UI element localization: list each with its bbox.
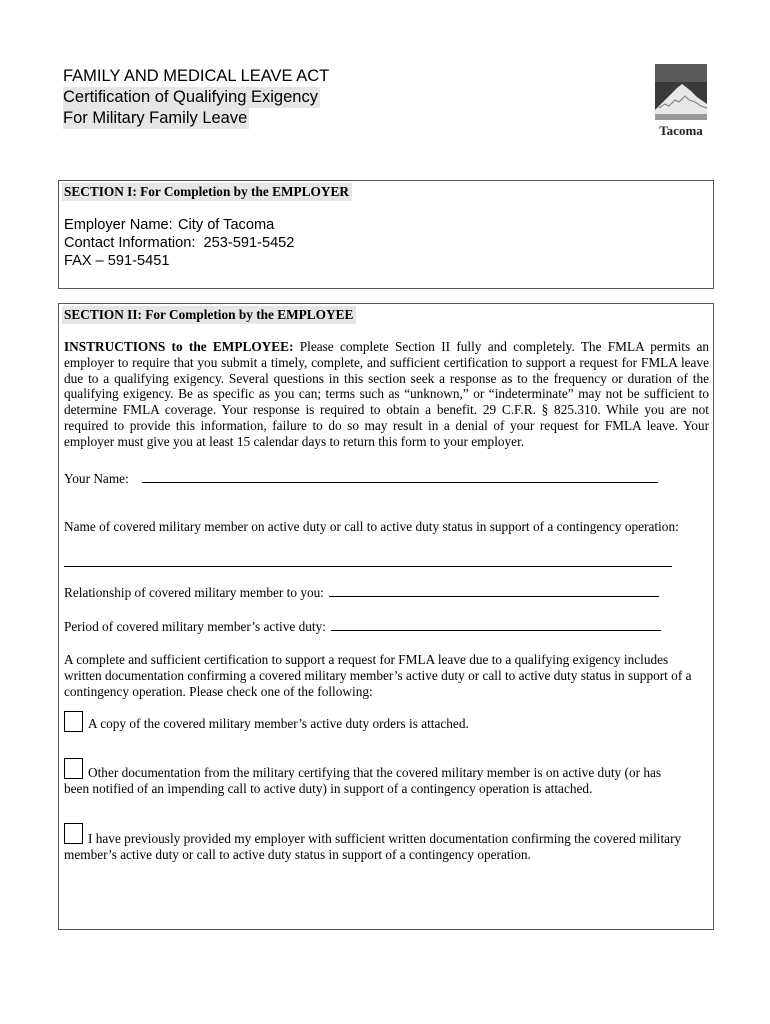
your-name-field[interactable]: [142, 472, 658, 483]
option3-label-line1: I have previously provided my employer with sufficient written documentation confirming the covered military: [88, 831, 682, 846]
relationship-row: [64, 585, 659, 601]
employer-info: [64, 216, 294, 270]
mountain-icon: [655, 64, 707, 140]
period-label: Period of covered military member’s active duty:: [64, 619, 326, 634]
option3-label-line2: member’s active duty or call to active duty status in support of a contingency operation.: [64, 847, 531, 862]
employer-name-value: City of Tacoma: [178, 217, 275, 233]
military-member-field[interactable]: [64, 556, 672, 567]
section2-heading: SECTION II: For Completion by the EMPLOYEE: [62, 306, 356, 324]
certification-paragraph: A complete and sufficient certification to support a request for FMLA leave due to a qualifying exigency includes written documentation confirming a covered military member’s active duty or call to active duty status in support of a contingency operation. Please check one of the following:: [64, 652, 692, 699]
fax-number: FAX – 591-5451: [64, 253, 170, 269]
section1-heading: SECTION I: For Completion by the EMPLOYER: [62, 183, 352, 201]
contact-label: Contact Information:: [64, 235, 196, 251]
form-subtitle-line2: For Military Family Leave: [63, 109, 248, 127]
form-subtitle-line1: Certification of Qualifying Exigency: [63, 88, 318, 106]
period-field[interactable]: [331, 620, 661, 631]
option1-checkbox[interactable]: [64, 711, 83, 732]
military-member-label: Name of covered military member on active duty or call to active duty status in support of a contingency operation:: [64, 519, 679, 534]
form-header: [63, 66, 329, 129]
tacoma-logo: [655, 64, 707, 140]
relationship-field[interactable]: [329, 586, 659, 597]
instructions-label: INSTRUCTIONS to the EMPLOYEE:: [64, 339, 294, 354]
option2-label-line1: Other documentation from the military certifying that the covered military member is on active duty (or has: [88, 765, 662, 780]
svg-text:Tacoma: Tacoma: [659, 123, 703, 138]
period-row: [64, 619, 661, 635]
form-title: FAMILY AND MEDICAL LEAVE ACT: [63, 67, 330, 85]
employer-name-label: Employer Name:: [64, 217, 173, 233]
your-name-label: Your Name:: [64, 471, 129, 486]
contact-value: 253-591-5452: [203, 235, 295, 251]
option2-label-line2: been notified of an impending call to active duty) in support of a contingency operation is attached.: [64, 781, 593, 796]
instructions-paragraph: [64, 339, 709, 450]
relationship-label: Relationship of covered military member to you:: [64, 585, 324, 600]
your-name-row: [64, 471, 658, 487]
option1-label: A copy of the covered military member’s active duty orders is attached.: [88, 716, 469, 731]
instructions-text: Please complete Section II fully and completely. The FMLA permits an employer to require that you submit a timely, complete, and sufficient certification to support a request for FMLA leave due to a qualifying exigency. Several questions in this section seek a response as to the frequency or duration of the qualifying exigency. Be as specific as you can; terms such as “unknown,” or “indeterminate” may not be sufficient to determine FMLA coverage. Your response is required to obtain a benefit. 29 C.F.R. § 825.310. While you are not required to provide this information, failure to do so may result in a denial of your request for FMLA leave. Your employer must give you at least 15 calendar days to return this form to your employer.: [64, 339, 709, 449]
option3-checkbox[interactable]: [64, 823, 83, 844]
option2-checkbox[interactable]: [64, 758, 83, 779]
